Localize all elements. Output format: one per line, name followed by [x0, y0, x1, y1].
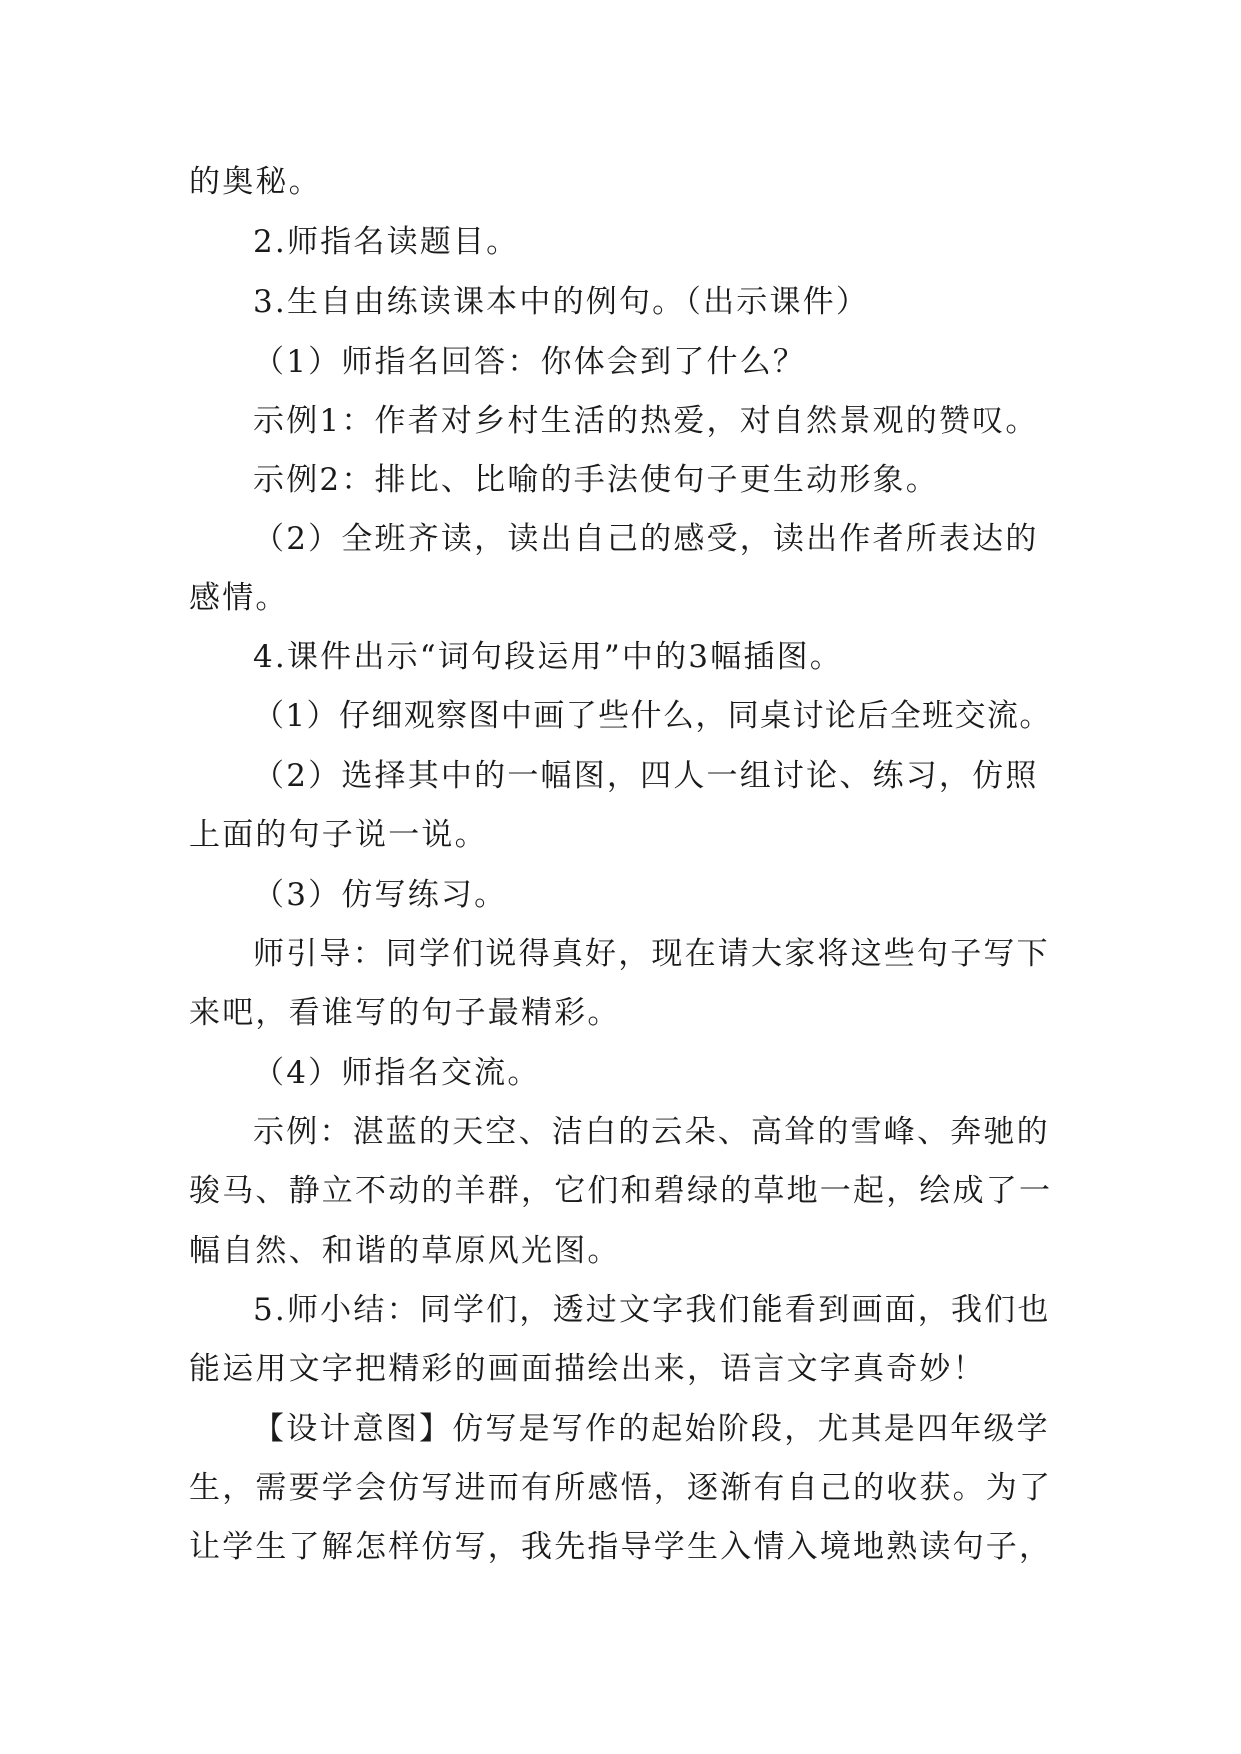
- text-line: 4.课件出示“词句段运用”中的3幅插图。: [253, 639, 843, 675]
- text-line: （2）选择其中的一幅图，四人一组讨论、练习，仿照: [253, 758, 1039, 794]
- text-line: 3.生自由练读课本中的例句。（出示课件）: [253, 284, 870, 320]
- text-line: 幅自然、和谐的草原风光图。: [189, 1233, 621, 1269]
- text-line: （2）全班齐读，读出自己的感受，读出作者所表达的: [253, 521, 1039, 557]
- text-line: 【设计意图】仿写是写作的起始阶段，尤其是四年级学: [253, 1411, 1050, 1447]
- text-line: 示例：湛蓝的天空、洁白的云朵、高耸的雪峰、奔驰的: [253, 1114, 1050, 1150]
- text-line: 来吧，看谁写的句子最精彩。: [189, 995, 621, 1031]
- text-line: 上面的句子说一说。: [189, 817, 488, 853]
- text-line: 示例1：作者对乡村生活的热爱，对自然景观的赞叹。: [253, 403, 1039, 439]
- text-line: 骏马、静立不动的羊群，它们和碧绿的草地一起，绘成了一: [189, 1173, 1053, 1209]
- text-line: 能运用文字把精彩的画面描绘出来，语言文字真奇妙！: [189, 1351, 986, 1387]
- text-line: （1）仔细观察图中画了些什么，同桌讨论后全班交流。: [253, 698, 1052, 734]
- text-line: 师引导：同学们说得真好，现在请大家将这些句子写下: [253, 936, 1050, 972]
- text-line: 2.师指名读题目。: [253, 224, 520, 260]
- text-line: （4）师指名交流。: [253, 1055, 541, 1091]
- text-line: 感情。: [189, 580, 289, 616]
- text-line: 的奥秘。: [189, 164, 322, 200]
- text-line: （1）师指名回答：你体会到了什么？: [253, 344, 807, 380]
- text-line: 生，需要学会仿写进而有所感悟，逐渐有自己的收获。为了: [189, 1470, 1053, 1506]
- text-line: 示例2：排比、比喻的手法使句子更生动形象。: [253, 462, 939, 498]
- text-line: 5.师小结：同学们，透过文字我们能看到画面，我们也: [253, 1292, 1051, 1328]
- text-line: 让学生了解怎样仿写，我先指导学生入情入境地熟读句子，: [189, 1529, 1053, 1565]
- text-line: （3）仿写练习。: [253, 877, 508, 913]
